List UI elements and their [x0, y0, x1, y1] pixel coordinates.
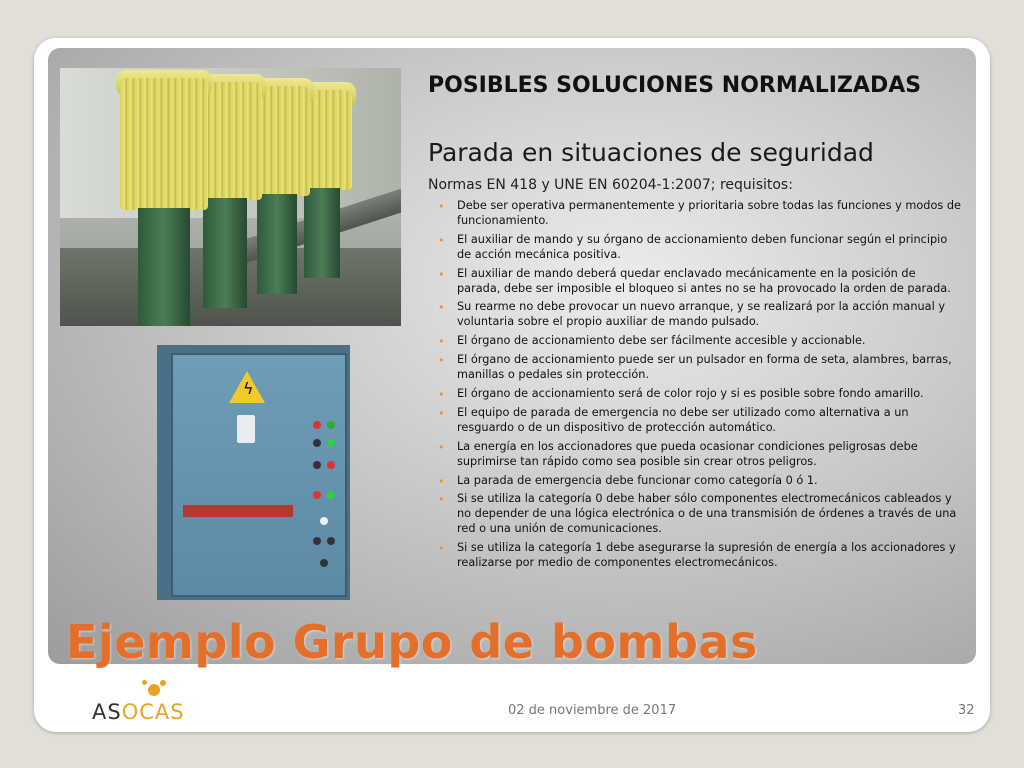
lightning-bolt-icon: ϟ: [243, 379, 254, 398]
list-item-text: El auxiliar de mando y su órgano de accionamiento deben funcionar según el principio de acción mecánica positiva.: [457, 232, 948, 261]
indicator-light: [313, 491, 321, 499]
indicator-light: [327, 461, 335, 469]
list-item-text: El órgano de accionamiento puede ser un pulsador en forma de seta, alambres, barras, manillas o pedales sin protección.: [457, 353, 952, 382]
asocas-logo: [92, 680, 214, 732]
bullet-icon: •: [438, 493, 445, 507]
list-item: [438, 233, 962, 263]
list-item-text: El órgano de accionamiento debe ser fácilmente accesible y accionable.: [457, 334, 866, 348]
bullet-icon: •: [438, 387, 445, 401]
pump-group-photo: [60, 68, 401, 326]
cabinet-label-strip: [183, 505, 293, 517]
footer-date: 02 de noviembre de 2017: [508, 703, 677, 718]
list-item-text: Debe ser operativa permanentemente y prioritaria sobre todas las funciones y modos de funcionamiento.: [457, 199, 961, 227]
list-item: [438, 300, 962, 330]
logo-accent: OCAS: [121, 700, 185, 724]
list-item-text: La parada de emergencia debe funcionar como categoría 0 ó 1.: [457, 473, 818, 487]
indicator-light: [313, 537, 321, 545]
indicator-light: [327, 537, 335, 545]
slide-title: Ejemplo Grupo de bombas: [66, 615, 758, 669]
list-item-text: La energía en los accionadores que pueda ocasionar condiciones peligrosas debe suprimirse tan rápido como sea posible sin crear otros peligros.: [457, 439, 918, 468]
list-item-text: El equipo de parada de emergencia no debe ser utilizado como alternativa a un resguardo o de un dispositivo de protección automático.: [457, 405, 909, 434]
bullet-icon: •: [438, 301, 445, 315]
indicator-light: [320, 517, 328, 525]
list-item: [438, 492, 962, 537]
list-item: [438, 353, 962, 383]
bullet-icon: •: [438, 335, 445, 349]
list-item: [438, 334, 962, 349]
list-item-text: Si se utiliza la categoría 1 debe asegurarse la supresión de energía a los accionadores y realizarse por medio de componentes electromecánicos.: [457, 541, 956, 570]
bullet-icon: •: [438, 440, 445, 454]
list-item: [438, 440, 962, 470]
list-item-text: El órgano de accionamiento será de color rojo y si es posible sobre fondo amarillo.: [457, 386, 924, 400]
list-item-text: El auxiliar de mando deberá quedar enclavado mecánicamente en la posición de parada, debe ser imposible el bloqueo si antes no se ha provocado la orden de parada.: [457, 266, 951, 295]
indicator-light: [327, 421, 335, 429]
list-item: [438, 199, 962, 229]
page-number: 32: [958, 703, 975, 718]
indicator-light: [313, 461, 321, 469]
logo-wordmark: [92, 700, 185, 724]
indicator-light: [327, 439, 335, 447]
bullet-icon: •: [438, 267, 445, 281]
requirements-list: [438, 199, 962, 575]
bullet-icon: •: [438, 200, 445, 213]
bullet-icon: •: [438, 233, 445, 247]
control-cabinet-photo: [157, 345, 350, 600]
list-item: [438, 406, 962, 436]
slide-heading: POSIBLES SOLUCIONES NORMALIZADAS: [428, 73, 922, 98]
list-item: [438, 541, 962, 571]
norms-text: Normas EN 418 y UNE EN 60204-1:2007; requisitos:: [428, 177, 793, 193]
logo-prefix: AS: [92, 700, 122, 724]
bullet-icon: •: [438, 542, 445, 556]
list-item-text: Su rearme no debe provocar un nuevo arranque, y se realizará por la acción manual y voluntaria sobre el propio auxiliar de mando pulsado.: [457, 300, 946, 329]
indicator-light: [313, 421, 321, 429]
bullet-icon: •: [438, 474, 445, 488]
list-item: [438, 474, 962, 489]
list-item-text: Si se utiliza la categoría 0 debe haber sólo componentes electromecánicos cableados y no depender de una lógica electrónica o de una transmisión de órdenes a través de una red o una unión de comunicaciones.: [457, 492, 957, 536]
indicator-light: [320, 559, 328, 567]
list-item: [438, 387, 962, 402]
indicator-light: [327, 491, 335, 499]
indicator-light: [313, 439, 321, 447]
bullet-icon: •: [438, 354, 445, 368]
list-item: [438, 267, 962, 297]
cabinet-sticker: [237, 415, 255, 443]
bullet-icon: •: [438, 406, 445, 420]
slide-subheading: Parada en situaciones de seguridad: [428, 138, 874, 167]
